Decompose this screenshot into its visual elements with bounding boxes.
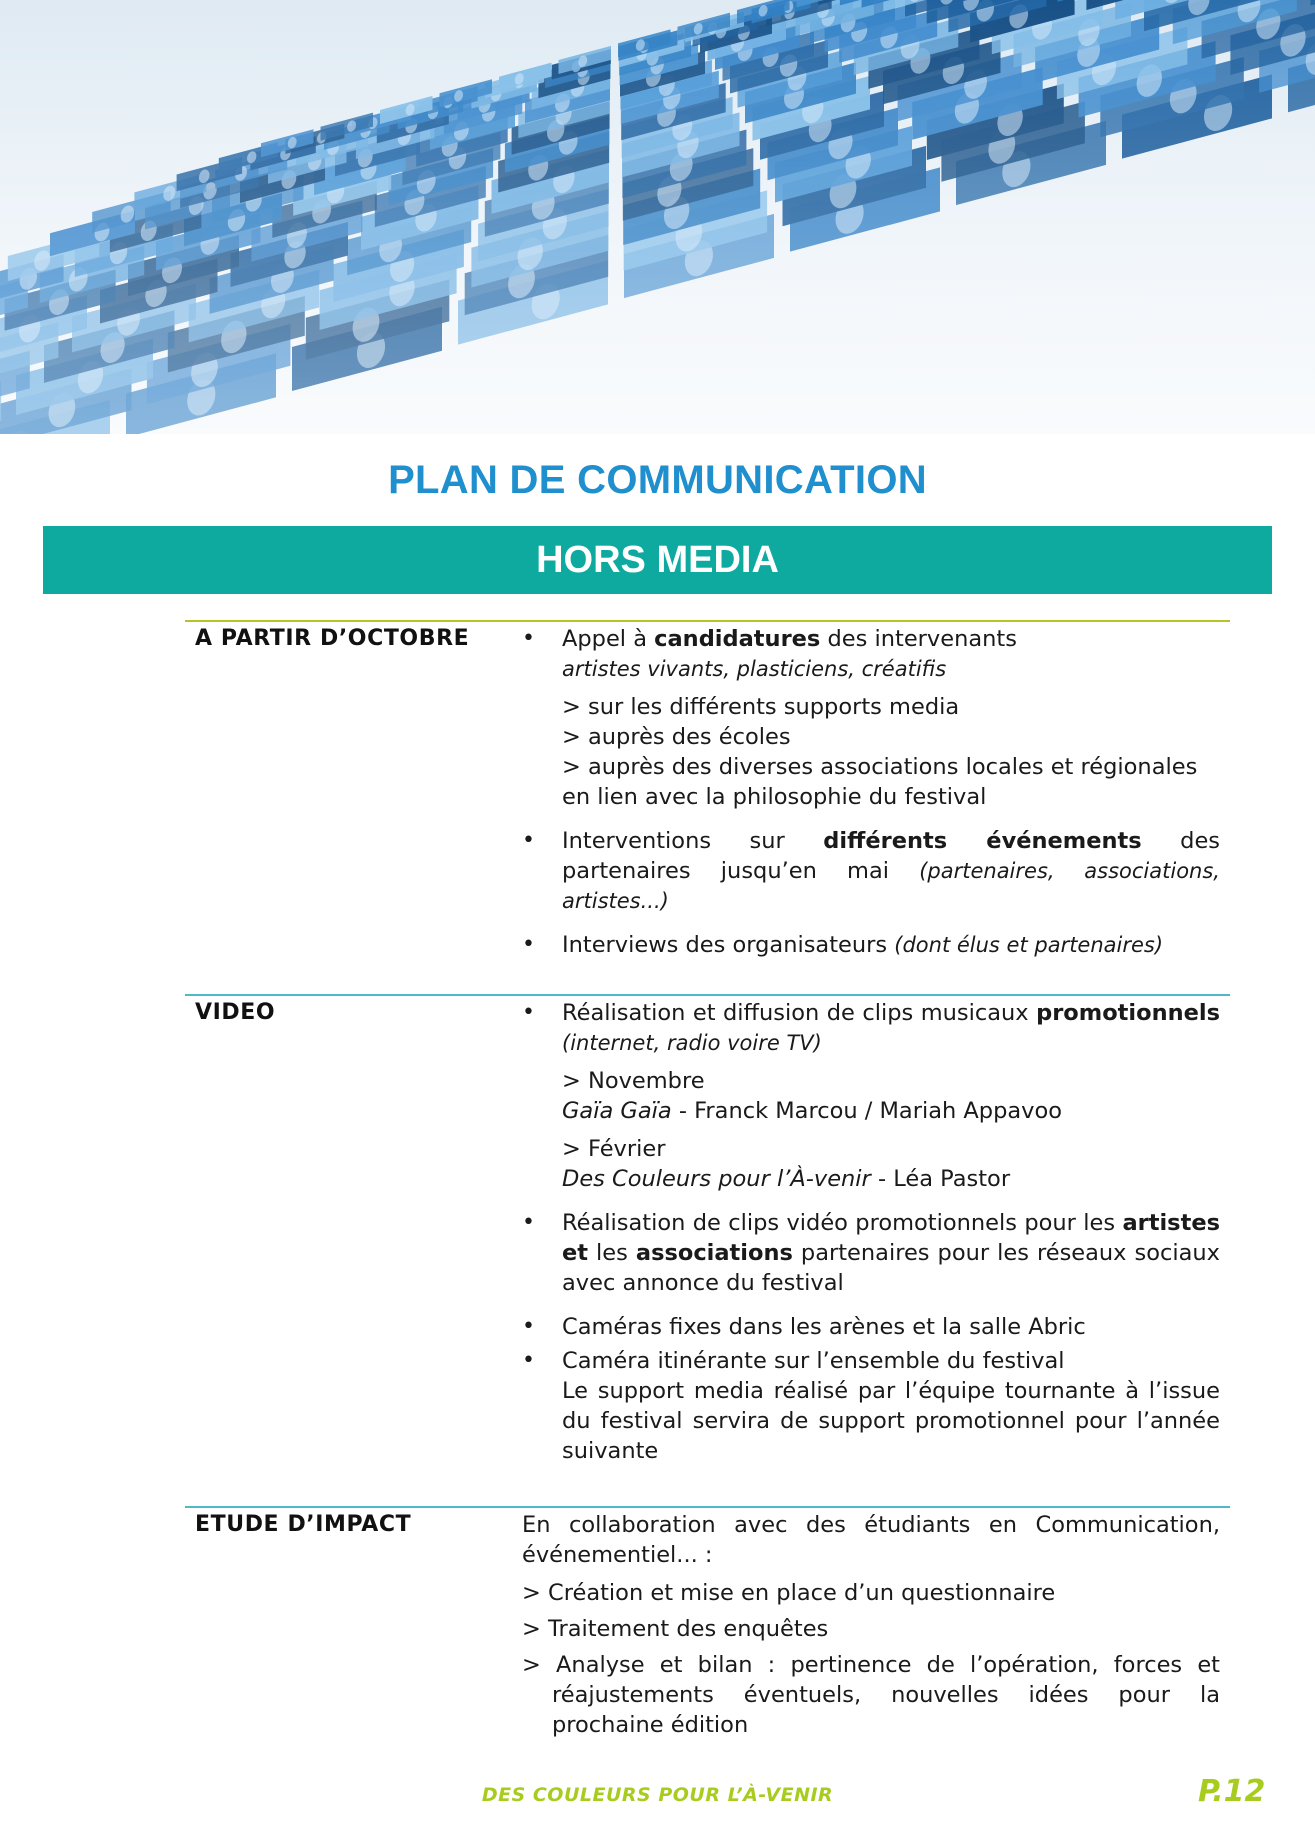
text: les xyxy=(588,1240,636,1266)
sub-line: > Création et mise en place d’un questionnaire xyxy=(522,1580,1056,1606)
text: Caméras fixes dans les arènes et la salle Abric xyxy=(562,1314,1086,1340)
song-title: Gaïa Gaïa xyxy=(562,1098,672,1124)
text-bold: artistes et xyxy=(562,1210,1220,1266)
text-bold: promotionnels xyxy=(1036,1000,1220,1026)
text-italic: (internet, radio voire TV) xyxy=(562,1031,822,1055)
text: des intervenants xyxy=(820,626,1017,652)
sub-line: > Février xyxy=(562,1136,666,1162)
section-header xyxy=(43,526,1272,594)
bullet-icon: • xyxy=(522,1000,535,1025)
text: des partenaires jusqu’en mai xyxy=(562,828,1221,884)
sub-line: > Traitement des enquêtes xyxy=(522,1616,829,1642)
list-item xyxy=(522,930,1220,960)
text: partenaires pour les réseaux sociaux avec annonce du festival xyxy=(562,1240,1220,1296)
row-label: VIDEO xyxy=(195,1000,276,1025)
bullet-icon: • xyxy=(522,1210,535,1235)
page-number: P.12 xyxy=(1198,1774,1266,1809)
bullet-icon: • xyxy=(522,932,535,957)
bullet-icon: • xyxy=(522,626,535,651)
bullet-icon: • xyxy=(522,1314,535,1339)
page-title: PLAN DE COMMUNICATION xyxy=(388,458,927,502)
sub-line: > auprès des diverses associations locales et régionales en lien avec la philosophie du festival xyxy=(562,754,1198,810)
list-item xyxy=(522,998,1220,1194)
bullet-icon: • xyxy=(522,828,535,853)
row-label: ETUDE D’IMPACT xyxy=(195,1512,412,1537)
text: Réalisation de clips vidéo promotionnels pour les xyxy=(562,1210,1123,1236)
row-divider xyxy=(185,1506,1230,1508)
text: Le support media réalisé par l’équipe tournante à l’issue du festival servira de support promotionnel pour l’année suivante xyxy=(562,1378,1220,1464)
row-content xyxy=(522,998,1220,1466)
list-item xyxy=(522,1312,1220,1342)
section-title: HORS MEDIA xyxy=(536,539,779,581)
row-divider xyxy=(185,994,1230,996)
sub-line: > Analyse et bilan : pertinence de l’opération, forces et réajustements éventuels, nouvelles idées pour la prochaine édition xyxy=(522,1652,1220,1738)
list-item xyxy=(522,826,1221,916)
row-content xyxy=(522,1510,1220,1740)
row-content xyxy=(522,624,1221,960)
intro-text: En collaboration avec des étudiants en Communication, événementiel... : xyxy=(522,1512,1220,1568)
sub-line: > sur les différents supports media xyxy=(562,694,960,720)
text: - Franck Marcou / Mariah Appavoo xyxy=(671,1098,1062,1124)
list-item xyxy=(522,624,1220,812)
text-bold: candidatures xyxy=(654,626,821,652)
text-italic: (dont élus et partenaires) xyxy=(894,933,1164,957)
row-divider xyxy=(185,620,1230,622)
row-label: A PARTIR D’OCTOBRE xyxy=(195,626,470,651)
text: Réalisation et diffusion de clips musicaux xyxy=(562,1000,1037,1026)
sub-line: > Novembre xyxy=(562,1068,705,1094)
hero-overlay xyxy=(0,0,1315,434)
text-bold: différents événements xyxy=(823,828,1142,854)
song-title: Des Couleurs pour l’À-venir xyxy=(562,1166,871,1192)
list-item xyxy=(522,1346,1220,1466)
text: Caméra itinérante sur l’ensemble du festival xyxy=(562,1348,1065,1374)
text: Appel à xyxy=(562,626,655,652)
text-bold: associations xyxy=(635,1240,793,1266)
hero-image xyxy=(0,0,1315,434)
text-italic: (partenaires, associations, artistes...) xyxy=(562,859,1220,913)
text: Interviews des organisateurs xyxy=(562,932,895,958)
text-italic: artistes vivants, plasticiens, créatifis xyxy=(562,657,947,681)
footer-brand: DES COULEURS POUR L’À-VENIR xyxy=(481,1784,834,1806)
photo-mosaic-icon xyxy=(0,0,1315,434)
text: - Léa Pastor xyxy=(870,1166,1011,1192)
sub-line: > auprès des écoles xyxy=(562,724,791,750)
bullet-icon: • xyxy=(522,1348,535,1373)
text: Interventions sur xyxy=(562,828,824,854)
list-item xyxy=(522,1208,1220,1298)
